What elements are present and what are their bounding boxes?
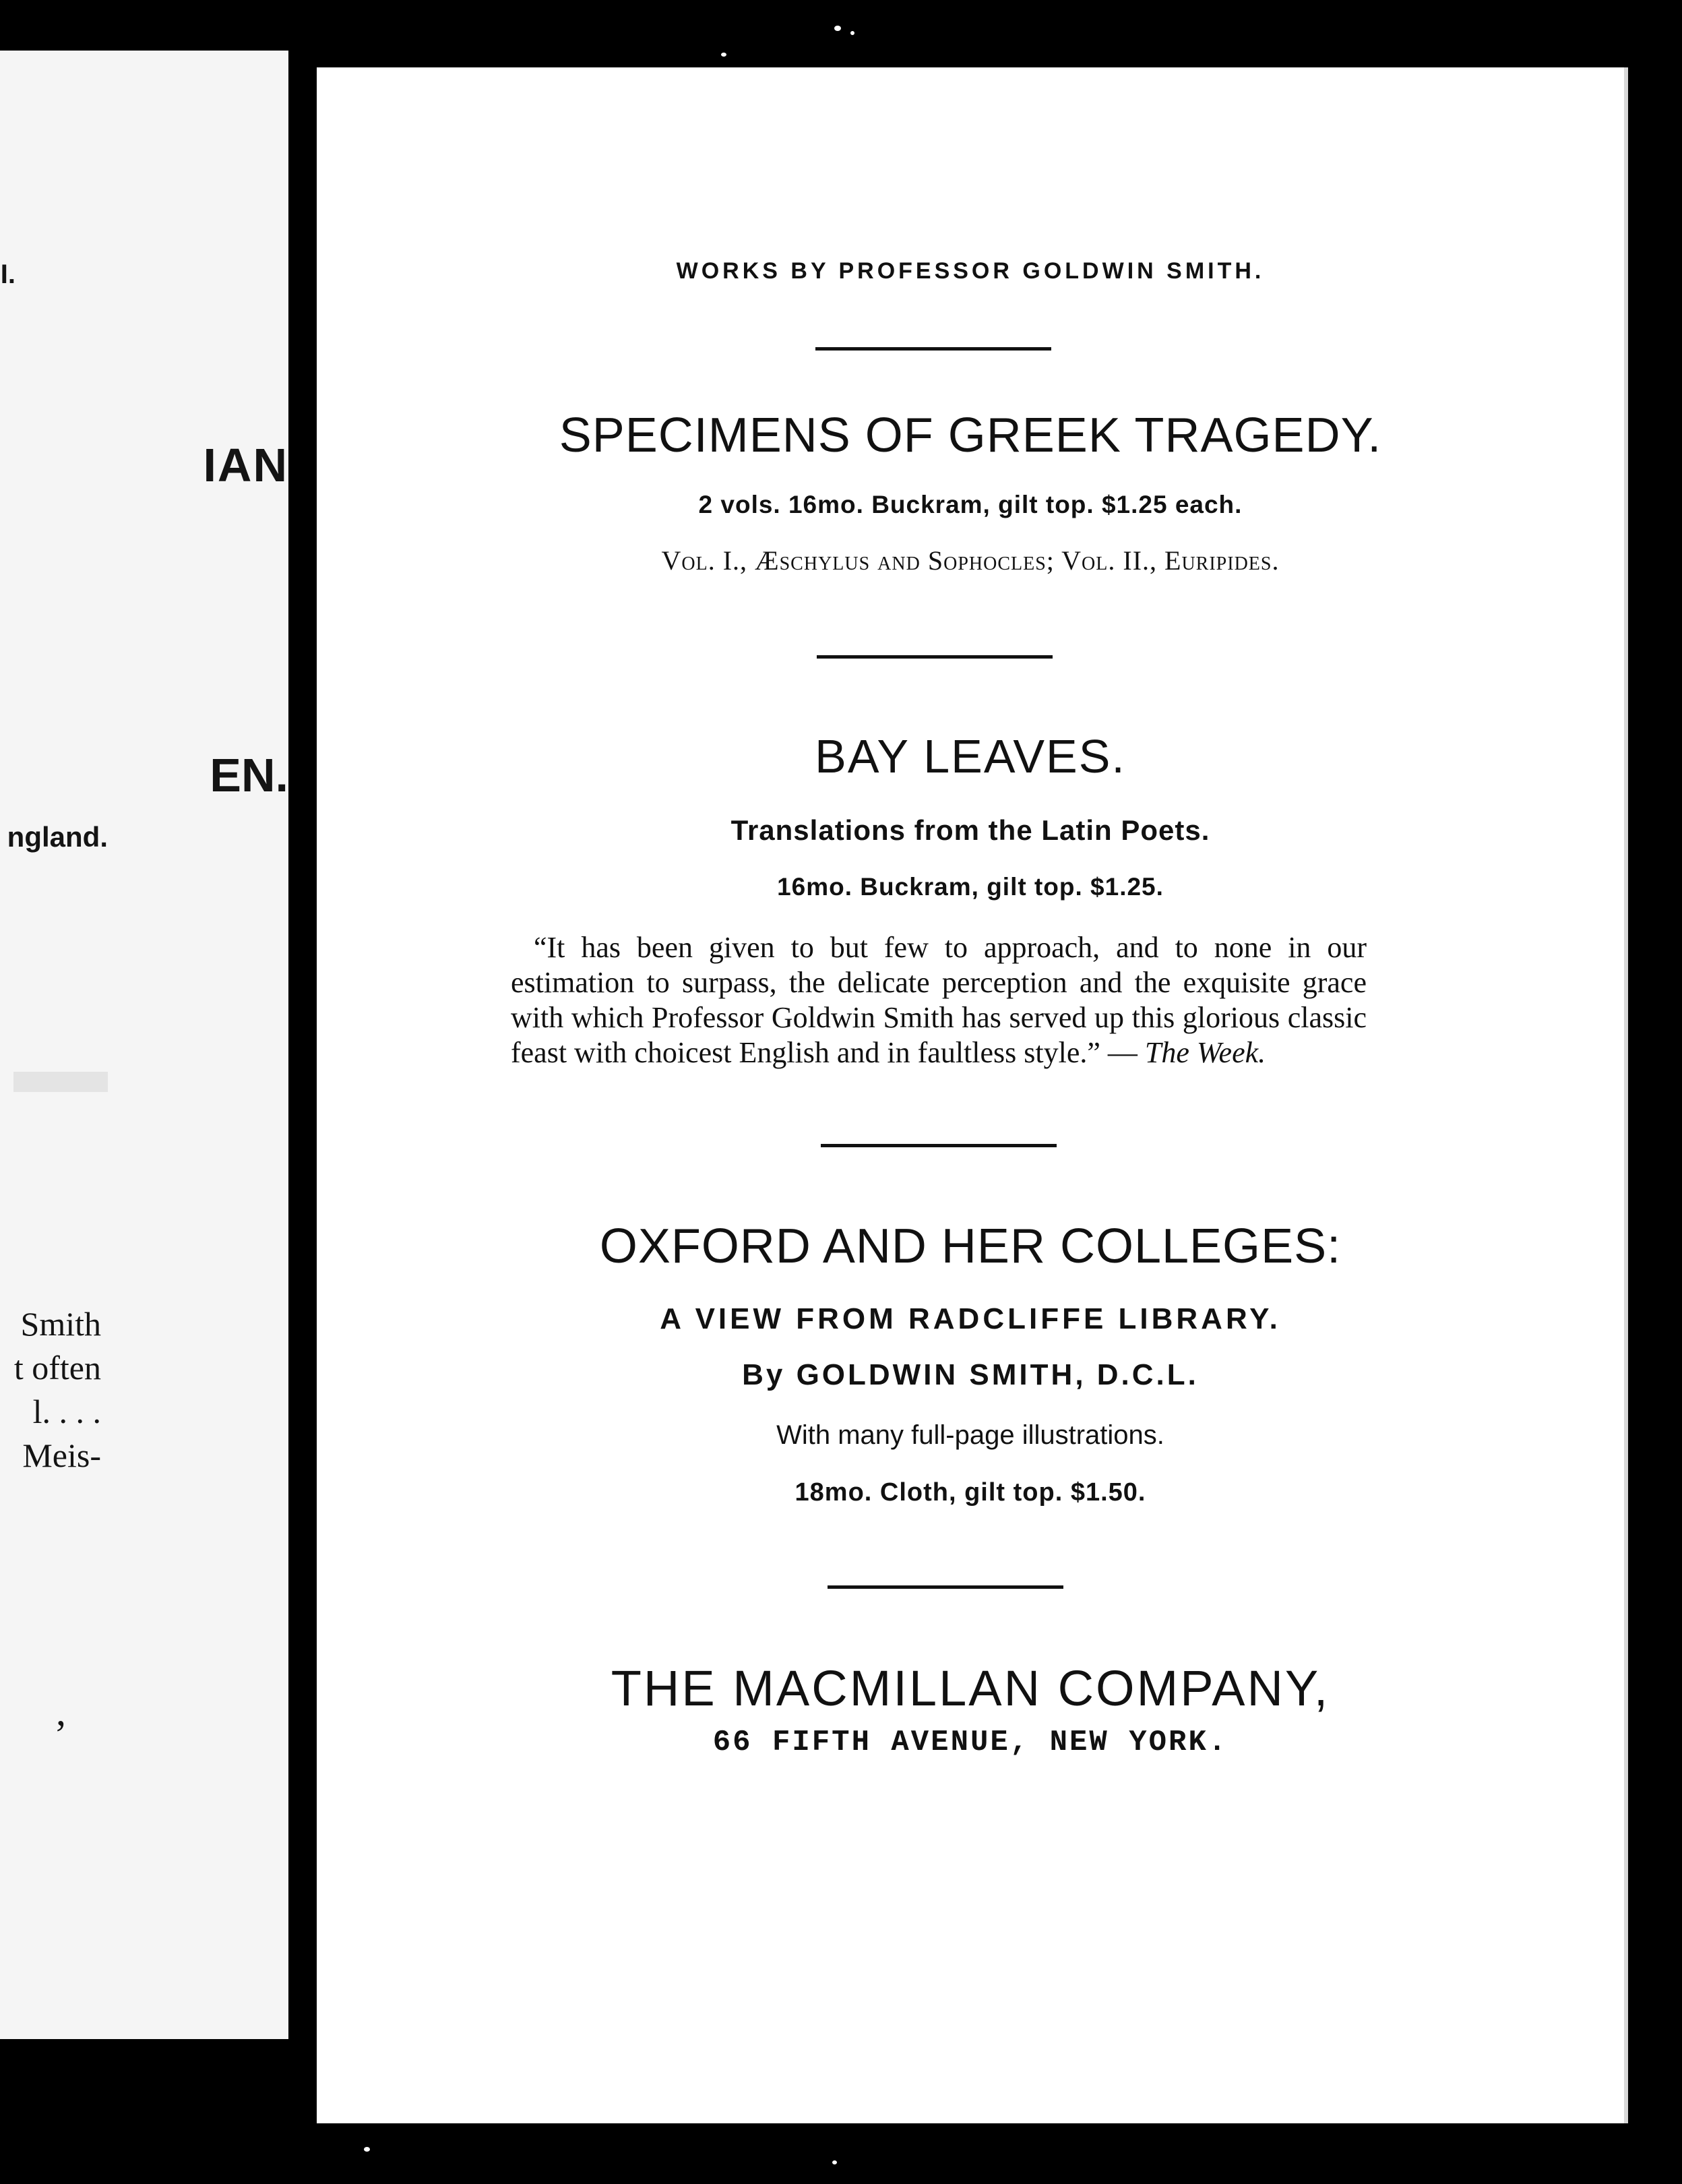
publisher-name: THE MACMILLAN COMPANY, bbox=[611, 1660, 1330, 1716]
scan-speck bbox=[721, 53, 726, 57]
facing-page-fragment: t often bbox=[13, 1349, 101, 1387]
book-illustrations: With many full-page illustrations. bbox=[776, 1420, 1164, 1450]
publisher-address: 66 FIFTH AVENUE, NEW YORK. bbox=[712, 1726, 1228, 1759]
facing-page-fragment: I. bbox=[0, 260, 15, 289]
book-author: By GOLDWIN SMITH, D.C.L. bbox=[742, 1358, 1199, 1391]
divider-rule bbox=[821, 1144, 1057, 1147]
review-quote bbox=[511, 930, 1367, 1070]
facing-page-fragment: , bbox=[56, 1689, 66, 1734]
quote-text: “It has been given to but few to approach, and to none in our estimation to surpass, the delicate perception and the exquisite grace with which Professor Goldwin Smith has served up this glorious classic feast with choicest English and in faultless style.” — bbox=[511, 931, 1367, 1069]
scan-speck bbox=[850, 31, 854, 35]
page-header: WORKS BY PROFESSOR GOLDWIN SMITH. bbox=[676, 258, 1265, 284]
divider-rule bbox=[828, 1585, 1063, 1589]
divider-rule bbox=[817, 655, 1053, 659]
book-details: 16mo. Buckram, gilt top. $1.25. bbox=[777, 873, 1164, 901]
book-subtitle: Translations from the Latin Poets. bbox=[730, 814, 1210, 846]
book-volumes: Vol. I., Æschylus and Sophocles; Vol. II., Euripides. bbox=[661, 545, 1280, 576]
book-title: SPECIMENS OF GREEK TRAGEDY. bbox=[559, 408, 1382, 462]
facing-page-fragment: ngland. bbox=[7, 821, 108, 853]
quote-source: The Week. bbox=[1144, 1036, 1266, 1069]
book-title: OXFORD AND HER COLLEGES: bbox=[599, 1219, 1342, 1273]
facing-page-fragment: IAN bbox=[203, 439, 288, 491]
scan-speck bbox=[364, 2147, 370, 2152]
facing-page-fragment: l. . . . bbox=[32, 1393, 101, 1430]
facing-page-fragment: EN. bbox=[210, 749, 288, 801]
book-subtitle: A VIEW FROM RADCLIFFE LIBRARY. bbox=[660, 1302, 1281, 1335]
scan-speck bbox=[834, 26, 841, 31]
advertisement-page bbox=[317, 67, 1628, 2123]
faded-text-band bbox=[13, 1072, 108, 1092]
scan-speck bbox=[832, 2160, 837, 2164]
book-details: 18mo. Cloth, gilt top. $1.50. bbox=[795, 1478, 1146, 1507]
book-title: BAY LEAVES. bbox=[815, 730, 1126, 783]
book-details: 2 vols. 16mo. Buckram, gilt top. $1.25 each. bbox=[698, 491, 1243, 518]
facing-page bbox=[0, 51, 288, 2039]
facing-page-fragment: Smith bbox=[20, 1305, 101, 1343]
facing-page-fragment: Meis- bbox=[22, 1436, 101, 1474]
divider-rule bbox=[815, 347, 1051, 351]
